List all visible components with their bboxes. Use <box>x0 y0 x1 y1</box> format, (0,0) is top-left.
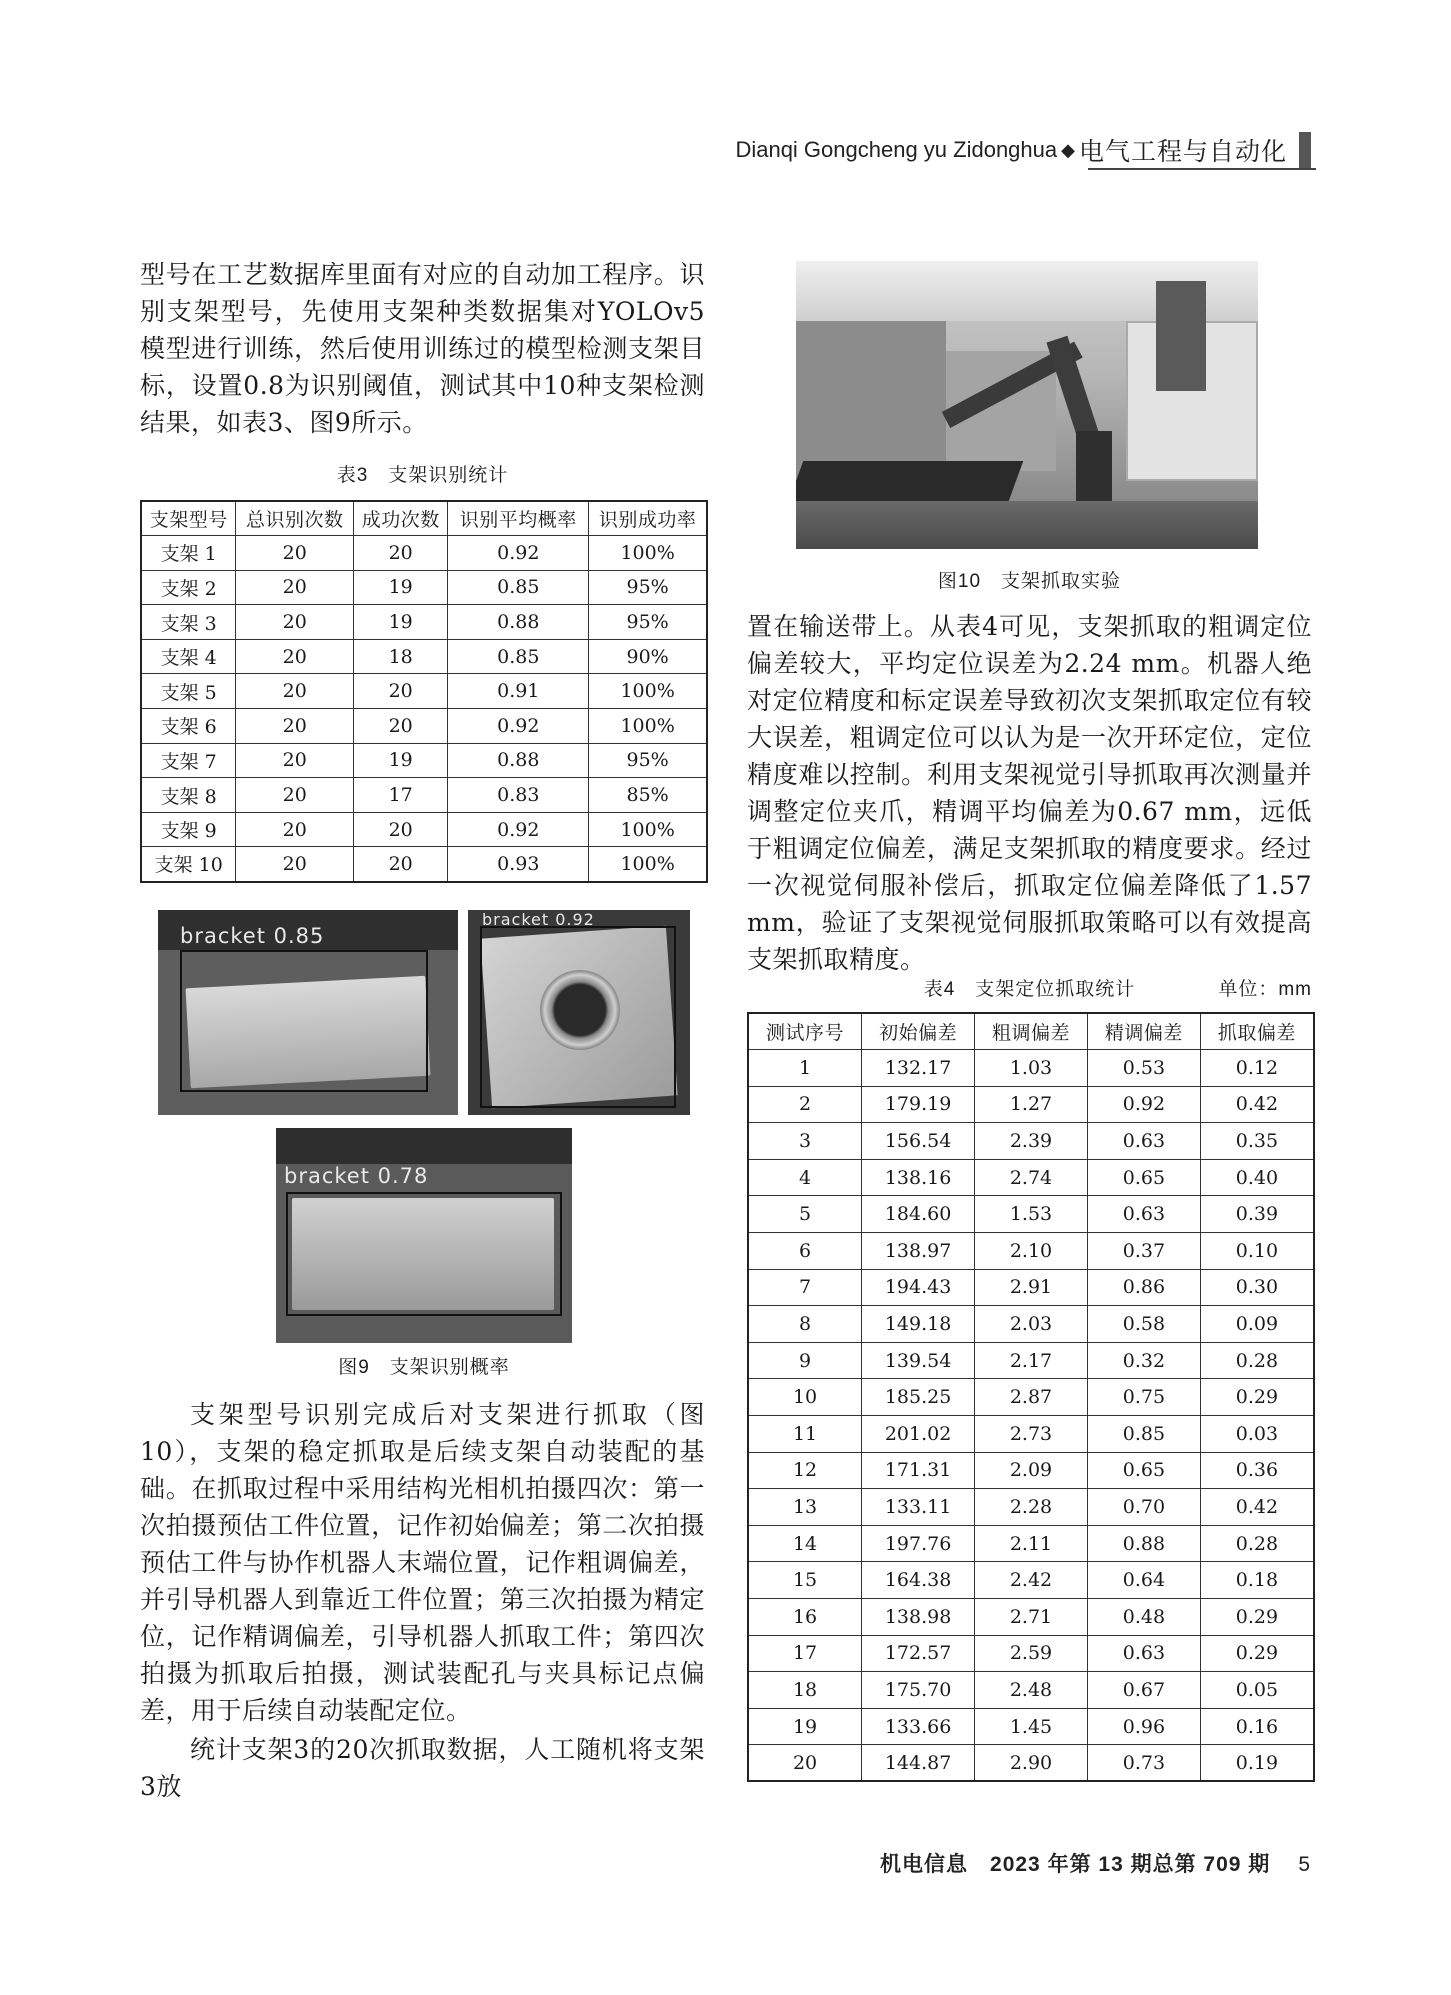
figure9-panel-2 <box>468 910 690 1115</box>
table-cell: 0.91 <box>448 674 589 709</box>
table-row <box>748 1416 1314 1453</box>
journal-title-cn: 电气工程与自动化 <box>1078 138 1287 166</box>
table-cell: 20 <box>236 847 354 882</box>
figure9-panel-3 <box>276 1128 572 1343</box>
table-cell: 0.28 <box>1200 1342 1314 1379</box>
table-cell: 0.37 <box>1087 1233 1200 1270</box>
table-row <box>748 1599 1314 1636</box>
table-cell: 0.88 <box>448 743 589 778</box>
table-cell: 0.36 <box>1200 1452 1314 1489</box>
table-cell: 4 <box>748 1159 862 1196</box>
table-cell: 20 <box>236 536 354 571</box>
table-cell: 0.92 <box>448 536 589 571</box>
detection-box <box>286 1192 562 1316</box>
table3 <box>140 500 708 883</box>
paragraph: 置在输送带上。从表4可见，支架抓取的粗调定位偏差较大，平均定位误差为2.24 mm。机器人绝对定位精度和标定误差导致初次支架抓取定位有较大误差，粗调定位可以认为是一次开环定位，定位精度难以控制。利用支架视觉引导抓取再次测量并调整定位夹爪，精调平均偏差为0.67 mm，远低于粗调定位偏差，满足支架抓取的精度要求。经过一次视觉伺服补偿后，抓取定位偏差降低了1.57 mm，验证了支架视觉伺服抓取策略可以有效提高支架抓取精度。 <box>747 612 1312 974</box>
table-row <box>141 812 707 847</box>
table-row <box>141 709 707 744</box>
table-cell: 15 <box>748 1562 862 1599</box>
table-cell: 20 <box>354 847 448 882</box>
table-cell: 19 <box>354 570 448 605</box>
table-cell: 2.03 <box>975 1306 1088 1343</box>
table-cell: 0.63 <box>1087 1123 1200 1160</box>
table-cell: 144.87 <box>862 1745 975 1782</box>
table-cell: 138.98 <box>862 1599 975 1636</box>
table-cell: 0.30 <box>1200 1269 1314 1306</box>
table-cell: 0.05 <box>1200 1672 1314 1709</box>
table-row <box>141 778 707 813</box>
table-row <box>141 536 707 571</box>
table-cell: 2.48 <box>975 1672 1088 1709</box>
table-cell: 支架 5 <box>141 674 236 709</box>
table-cell: 2.74 <box>975 1159 1088 1196</box>
figure9-caption-wrap <box>140 1352 708 1379</box>
table-cell: 0.42 <box>1200 1489 1314 1526</box>
table-cell: 201.02 <box>862 1416 975 1453</box>
figure9-caption: 图9 支架识别概率 <box>338 1357 510 1378</box>
table-cell: 20 <box>236 709 354 744</box>
table-cell: 0.40 <box>1200 1159 1314 1196</box>
table-row <box>748 1159 1314 1196</box>
table-row <box>748 1635 1314 1672</box>
table-cell: 20 <box>354 536 448 571</box>
table-header-cell: 粗调偏差 <box>975 1013 1088 1050</box>
table-row <box>748 1525 1314 1562</box>
table-cell: 2.42 <box>975 1562 1088 1599</box>
table-cell: 6 <box>748 1233 862 1270</box>
table-cell: 14 <box>748 1525 862 1562</box>
table4-wrap <box>747 1012 1315 1782</box>
table-cell: 0.28 <box>1200 1525 1314 1562</box>
diamond-icon: ◆ <box>1061 139 1075 160</box>
table4-unit: 单位：mm <box>1218 979 1312 1000</box>
table-cell: 0.29 <box>1200 1379 1314 1416</box>
table-cell: 171.31 <box>862 1452 975 1489</box>
table-cell: 0.83 <box>448 778 589 813</box>
table-cell: 19 <box>748 1708 862 1745</box>
table-cell: 0.16 <box>1200 1708 1314 1745</box>
table-cell: 197.76 <box>862 1525 975 1562</box>
table-row <box>141 847 707 882</box>
table-cell: 20 <box>748 1745 862 1782</box>
table-cell: 11 <box>748 1416 862 1453</box>
table-header-cell: 抓取偏差 <box>1200 1013 1314 1050</box>
table-cell: 0.67 <box>1087 1672 1200 1709</box>
table-cell: 0.92 <box>448 812 589 847</box>
table-row <box>141 743 707 778</box>
table-cell: 2.11 <box>975 1525 1088 1562</box>
conveyor-belt <box>796 461 1023 501</box>
table-cell: 0.58 <box>1087 1306 1200 1343</box>
table-cell: 0.88 <box>1087 1525 1200 1562</box>
paragraph: 统计支架3的20次抓取数据，人工随机将支架3放 <box>140 1735 705 1801</box>
table-cell: 85% <box>589 778 707 813</box>
table-cell: 2.28 <box>975 1489 1088 1526</box>
table-cell: 0.70 <box>1087 1489 1200 1526</box>
figure10-caption-wrap <box>747 566 1312 593</box>
table-cell: 1.27 <box>975 1086 1088 1123</box>
table-cell: 16 <box>748 1599 862 1636</box>
table-cell: 0.75 <box>1087 1379 1200 1416</box>
table-cell: 2.73 <box>975 1416 1088 1453</box>
table-row <box>141 639 707 674</box>
table-cell: 20 <box>236 812 354 847</box>
page-footer <box>880 1848 1311 1878</box>
table-cell: 0.85 <box>1087 1416 1200 1453</box>
table-row <box>748 1489 1314 1526</box>
table-header-cell: 精调偏差 <box>1087 1013 1200 1050</box>
table-row <box>748 1050 1314 1087</box>
table-cell: 2.90 <box>975 1745 1088 1782</box>
table-row <box>748 1123 1314 1160</box>
table-cell: 20 <box>354 674 448 709</box>
table-row <box>748 1342 1314 1379</box>
table-cell: 90% <box>589 639 707 674</box>
right-column <box>747 608 1312 978</box>
footer-issue: 机电信息 2023 年第 13 期总第 709 期 <box>880 1853 1271 1876</box>
table-row <box>141 570 707 605</box>
table-row <box>748 1306 1314 1343</box>
table-cell: 20 <box>236 639 354 674</box>
table-cell: 9 <box>748 1342 862 1379</box>
table-cell: 95% <box>589 570 707 605</box>
table-cell: 138.16 <box>862 1159 975 1196</box>
table-cell: 20 <box>354 709 448 744</box>
table-cell: 0.35 <box>1200 1123 1314 1160</box>
table-cell: 3 <box>748 1123 862 1160</box>
table-cell: 2.71 <box>975 1599 1088 1636</box>
detection-label: bracket 0.92 <box>482 910 595 929</box>
table-cell: 0.29 <box>1200 1635 1314 1672</box>
figure10-caption: 图10 支架抓取实验 <box>937 571 1122 592</box>
table-cell: 0.88 <box>448 605 589 640</box>
table4 <box>747 1012 1315 1782</box>
figure9-panel-1 <box>158 910 458 1115</box>
table-cell: 0.64 <box>1087 1562 1200 1599</box>
table-row <box>748 1562 1314 1599</box>
table-cell: 支架 7 <box>141 743 236 778</box>
table-header-cell: 测试序号 <box>748 1013 862 1050</box>
table-cell: 0.93 <box>448 847 589 882</box>
page-number: 5 <box>1298 1853 1311 1876</box>
table-cell: 149.18 <box>862 1306 975 1343</box>
table-cell: 194.43 <box>862 1269 975 1306</box>
left-column <box>140 256 705 441</box>
table-cell: 0.86 <box>1087 1269 1200 1306</box>
header-rule <box>1088 168 1316 170</box>
table-row <box>748 1379 1314 1416</box>
table-row <box>748 1745 1314 1782</box>
table-cell: 138.97 <box>862 1233 975 1270</box>
table-cell: 支架 2 <box>141 570 236 605</box>
table-cell: 2.17 <box>975 1342 1088 1379</box>
table-row <box>748 1086 1314 1123</box>
table-cell: 0.63 <box>1087 1196 1200 1233</box>
table-cell: 0.85 <box>448 570 589 605</box>
table-cell: 18 <box>354 639 448 674</box>
table-cell: 0.39 <box>1200 1196 1314 1233</box>
table-cell: 20 <box>236 570 354 605</box>
table-cell: 13 <box>748 1489 862 1526</box>
table-cell: 1.03 <box>975 1050 1088 1087</box>
header-bar <box>1299 132 1311 168</box>
table-header-cell: 识别平均概率 <box>448 501 589 536</box>
table-cell: 0.53 <box>1087 1050 1200 1087</box>
table3-caption: 表3 支架识别统计 <box>336 465 509 486</box>
table-cell: 支架 6 <box>141 709 236 744</box>
table-row <box>141 605 707 640</box>
table4-caption-row <box>747 974 1312 1002</box>
table-cell: 5 <box>748 1196 862 1233</box>
table-cell: 2.10 <box>975 1233 1088 1270</box>
table-cell: 184.60 <box>862 1196 975 1233</box>
table-cell: 20 <box>236 778 354 813</box>
left-column-lower <box>140 1396 705 1805</box>
table-cell: 172.57 <box>862 1635 975 1672</box>
table-cell: 20 <box>236 674 354 709</box>
table-cell: 179.19 <box>862 1086 975 1123</box>
table-row <box>748 1452 1314 1489</box>
table-header-cell: 初始偏差 <box>862 1013 975 1050</box>
table-header-cell: 总识别次数 <box>236 501 354 536</box>
table3-block <box>140 460 705 487</box>
running-header <box>735 132 1311 168</box>
table-cell: 2 <box>748 1086 862 1123</box>
table-cell: 1.45 <box>975 1708 1088 1745</box>
table-cell: 19 <box>354 605 448 640</box>
table-cell: 133.66 <box>862 1708 975 1745</box>
paragraph: 型号在工艺数据库里面有对应的自动加工程序。识别支架型号，先使用支架种类数据集对YOLOv5模型进行训练，然后使用训练过的模型检测支架目标，设置0.8为识别阈值，测试其中10种支架检测结果，如表3、图9所示。 <box>140 260 705 437</box>
table4-caption: 表4 支架定位抓取统计 <box>923 979 1136 1000</box>
table-cell: 100% <box>589 709 707 744</box>
table-cell: 0.92 <box>1087 1086 1200 1123</box>
table-cell: 0.92 <box>448 709 589 744</box>
table-cell: 19 <box>354 743 448 778</box>
detection-box <box>480 926 676 1108</box>
table-cell: 100% <box>589 812 707 847</box>
table-cell: 支架 4 <box>141 639 236 674</box>
table-cell: 20 <box>354 812 448 847</box>
table-cell: 0.19 <box>1200 1745 1314 1782</box>
table-cell: 10 <box>748 1379 862 1416</box>
table-cell: 100% <box>589 847 707 882</box>
table-cell: 185.25 <box>862 1379 975 1416</box>
table-header-cell: 成功次数 <box>354 501 448 536</box>
table-cell: 1 <box>748 1050 862 1087</box>
table-cell: 0.09 <box>1200 1306 1314 1343</box>
table-cell: 17 <box>748 1635 862 1672</box>
table3-wrap <box>140 500 708 883</box>
table-cell: 12 <box>748 1452 862 1489</box>
table-cell: 18 <box>748 1672 862 1709</box>
table-header-cell: 识别成功率 <box>589 501 707 536</box>
table-cell: 133.11 <box>862 1489 975 1526</box>
table-cell: 156.54 <box>862 1123 975 1160</box>
table-row <box>748 1233 1314 1270</box>
table-cell: 139.54 <box>862 1342 975 1379</box>
table-row <box>748 1269 1314 1306</box>
table-row <box>141 674 707 709</box>
table-cell: 7 <box>748 1269 862 1306</box>
figure10-photo <box>796 261 1258 549</box>
table-cell: 100% <box>589 674 707 709</box>
table-cell: 0.48 <box>1087 1599 1200 1636</box>
table-cell: 17 <box>354 778 448 813</box>
table-cell: 2.91 <box>975 1269 1088 1306</box>
table-cell: 0.12 <box>1200 1050 1314 1087</box>
table-cell: 0.03 <box>1200 1416 1314 1453</box>
table-cell: 20 <box>236 743 354 778</box>
table-cell: 2.09 <box>975 1452 1088 1489</box>
figure9 <box>140 910 708 1360</box>
table-cell: 0.10 <box>1200 1233 1314 1270</box>
detection-label: bracket 0.78 <box>284 1164 429 1188</box>
table-cell: 2.59 <box>975 1635 1088 1672</box>
table-cell: 20 <box>236 605 354 640</box>
table-cell: 8 <box>748 1306 862 1343</box>
table-cell: 0.85 <box>448 639 589 674</box>
paragraph: 支架型号识别完成后对支架进行抓取（图10），支架的稳定抓取是后续支架自动装配的基础。在抓取过程中采用结构光相机拍摄四次：第一次拍摄预估工件位置，记作初始偏差；第二次拍摄预估工件与协作机器人末端位置，记作粗调偏差，并引导机器人到靠近工件位置；第三次拍摄为精定位，记作精调偏差，引导机器人抓取工件；第四次拍摄为抓取后拍摄，测试装配孔与夹具标记点偏差，用于后续自动装配定位。 <box>140 1400 705 1725</box>
journal-pinyin: Dianqi Gongcheng yu Zidonghua <box>735 137 1058 162</box>
table-header-cell: 支架型号 <box>141 501 236 536</box>
table-cell: 0.63 <box>1087 1635 1200 1672</box>
table-cell: 0.18 <box>1200 1562 1314 1599</box>
table-cell: 2.39 <box>975 1123 1088 1160</box>
table-cell: 支架 1 <box>141 536 236 571</box>
table-cell: 支架 3 <box>141 605 236 640</box>
table-cell: 0.73 <box>1087 1745 1200 1782</box>
table-cell: 1.53 <box>975 1196 1088 1233</box>
table-row <box>748 1672 1314 1709</box>
table-cell: 0.96 <box>1087 1708 1200 1745</box>
table-row <box>748 1196 1314 1233</box>
table-cell: 100% <box>589 536 707 571</box>
table-cell: 2.87 <box>975 1379 1088 1416</box>
table-cell: 95% <box>589 743 707 778</box>
table-row <box>748 1708 1314 1745</box>
table-cell: 0.65 <box>1087 1159 1200 1196</box>
table-cell: 0.32 <box>1087 1342 1200 1379</box>
table-cell: 0.42 <box>1200 1086 1314 1123</box>
detection-label: bracket 0.85 <box>180 924 325 948</box>
table-cell: 支架 10 <box>141 847 236 882</box>
table-cell: 95% <box>589 605 707 640</box>
detection-box <box>180 950 428 1092</box>
table-cell: 支架 9 <box>141 812 236 847</box>
table-cell: 175.70 <box>862 1672 975 1709</box>
table-cell: 0.29 <box>1200 1599 1314 1636</box>
table-cell: 132.17 <box>862 1050 975 1087</box>
table-cell: 0.65 <box>1087 1452 1200 1489</box>
table-cell: 164.38 <box>862 1562 975 1599</box>
table-cell: 支架 8 <box>141 778 236 813</box>
